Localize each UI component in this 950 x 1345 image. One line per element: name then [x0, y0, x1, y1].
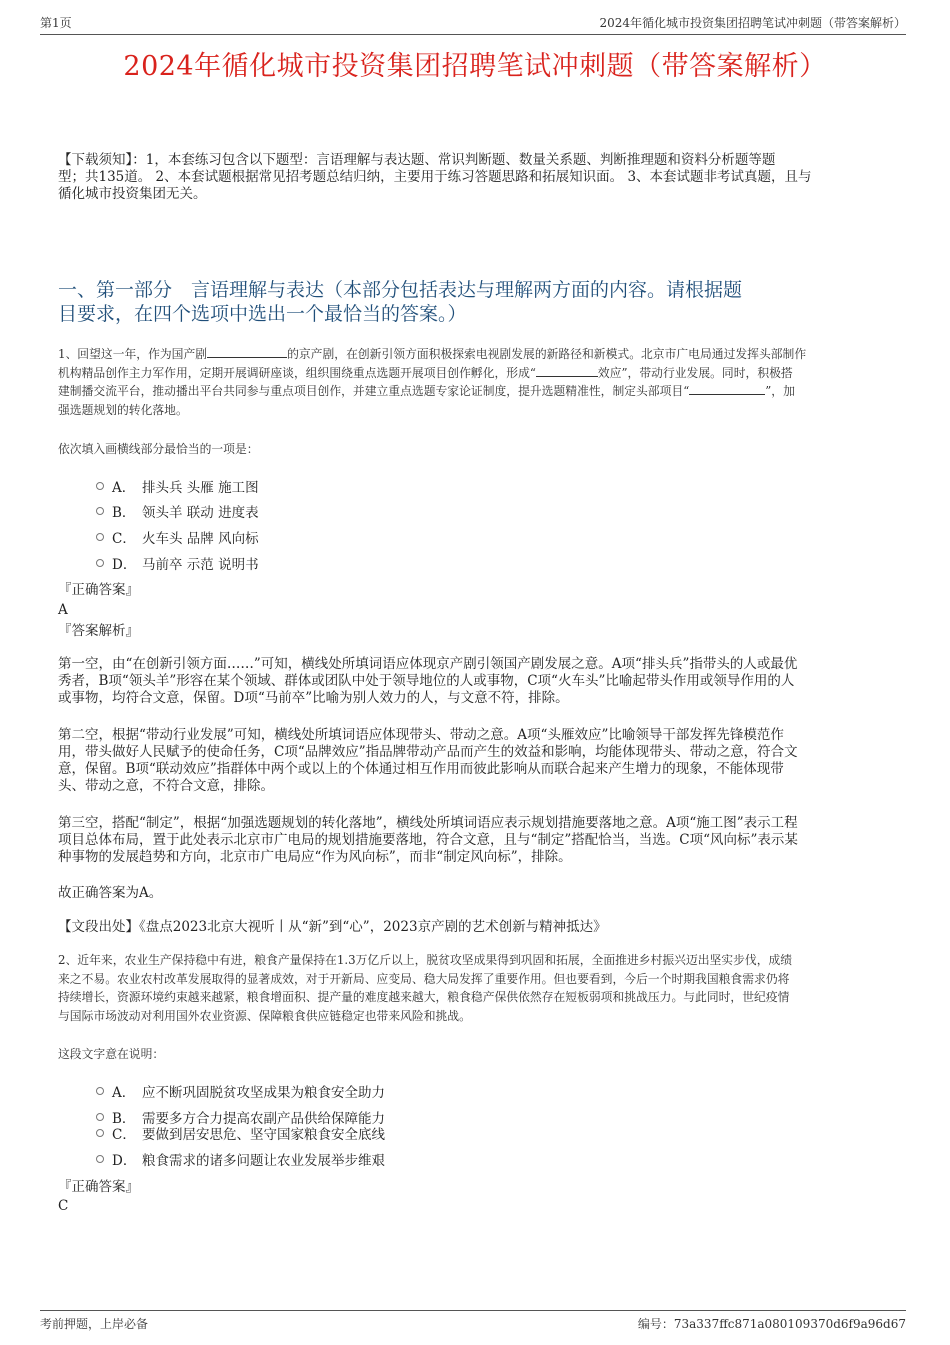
option-text: 需要多方合力提高农副产品供给保障能力 [142, 1111, 385, 1127]
q2-option-c[interactable] [96, 1124, 385, 1142]
q1-conclusion: 故正确答案为A。 [58, 885, 163, 901]
radio-icon[interactable] [96, 1155, 104, 1163]
q1-prompt: 依次填入画横线部分最恰当的一项是： [58, 442, 259, 456]
q1-answer: A [58, 602, 68, 618]
analysis-line: 种事物的发展趋势和方向，北京市广电局应“作为风向标”，而非“制定风向标”，排除。 [58, 849, 572, 865]
fill-blank-3 [689, 383, 765, 395]
q1-stem-part: 效应”，带动行业发展。同时，积极搭 [597, 365, 793, 380]
question-1-stem [58, 345, 918, 419]
q1-stem-part: 建制播交流平台，推动播出平台共同参与重点项目创作，并建立重点选题专家论证制度，提升选题精准性，制定头部项目“ [58, 384, 690, 398]
q1-option-a[interactable] [96, 477, 259, 495]
option-letter: B． [112, 1111, 136, 1127]
question-2-stem [58, 951, 918, 1025]
analysis-line: 用，带头做好人民赋予的使命任务，C项“品牌效应”指品牌带动产品而产生的效益和影响，均能体现带头、带动之意，符合文 [58, 744, 798, 760]
option-text: 应不断巩固脱贫攻坚成果为粮食安全助力 [142, 1085, 385, 1101]
option-letter: C． [112, 531, 136, 547]
notice-line-3: 循化城市投资集团无关。 [58, 186, 207, 202]
radio-icon[interactable] [96, 533, 104, 541]
analysis-line: 第三空，搭配“制定”，根据“加强选题规划的转化落地”，横线处所填词语应表示规划措施要落地之意。A项“施工图”表示工程 [58, 815, 798, 831]
page-number: 第1页 [40, 16, 72, 30]
section-heading [58, 278, 918, 326]
analysis-paragraph-1 [58, 656, 918, 707]
section-heading-line-2: 目要求，在四个选项中选出一个最恰当的答案。） [58, 303, 467, 325]
q2-stem-line: 与国际市场波动对利用国外农业资源、保障粮食供应链稳定也带来风险和挑战。 [58, 1008, 471, 1023]
header-divider [40, 34, 906, 35]
footer-divider [40, 1310, 906, 1311]
footer-serial: 编号：73a337ffc871a080109370d6f9a96d67 [637, 1317, 906, 1331]
radio-icon[interactable] [96, 507, 104, 515]
fill-blank-1 [207, 346, 287, 358]
fill-blank-2 [536, 365, 598, 377]
analysis-paragraph-2 [58, 727, 918, 795]
section-heading-line-1: 一、第一部分 言语理解与表达（本部分包括表达与理解两方面的内容。请根据题 [58, 279, 743, 301]
option-letter: A． [112, 1085, 136, 1101]
analysis-paragraph-3 [58, 815, 918, 866]
q1-source: 【文段出处】《盘点2023北京大视听丨从“新”到“心”，2023京产剧的艺术创新与精神抵达》 [58, 919, 607, 935]
option-letter: A． [112, 480, 136, 496]
analysis-line: 项目总体布局，置于此处表示北京市广电局的规划措施要落地，符合文意，且与“制定”搭配恰当，当选。C项“风向标”表示某 [58, 832, 798, 848]
analysis-line: 或事物，均符合文意，保留。D项“马前卒”比喻为别人效力的人，与文意不符，排除。 [58, 690, 569, 706]
q2-answer: C [58, 1198, 69, 1214]
q1-stem-part: 机构精品创作主力军作用，定期开展调研座谈，组织围绕重点选题开展项目创作孵化，形成“ [58, 365, 536, 380]
q1-stem-part: 强选题规划的转化落地。 [58, 402, 188, 417]
option-text: 排头兵 头雁 施工图 [142, 480, 259, 496]
option-text: 火车头 品牌 风向标 [142, 531, 259, 547]
radio-icon[interactable] [96, 1113, 104, 1121]
q2-prompt: 这段文字意在说明： [58, 1047, 165, 1061]
footer-slogan: 考前押题，上岸必备 [40, 1317, 149, 1331]
download-notice [58, 152, 918, 203]
option-letter: B． [112, 505, 136, 521]
option-text: 马前卒 示范 说明书 [142, 557, 259, 573]
q1-option-c[interactable] [96, 528, 259, 546]
notice-line-2: 型；共135道。 2、本套试题根据常见招考题总结归纳，主要用于练习答题思路和拓展知识面。 3、本套试题非考试真题，且与 [58, 169, 812, 185]
q1-answer-label: 『正确答案』 [58, 582, 139, 598]
q1-option-d[interactable] [96, 554, 259, 572]
q1-stem-part: 的京产剧，在创新引领方面积极探索电视剧发展的新路径和新模式。北京市广电局通过发挥头部制作 [287, 347, 807, 361]
option-letter: D． [112, 557, 137, 573]
q1-stem-part: ”，加 [765, 384, 795, 398]
q2-answer-label: 『正确答案』 [58, 1179, 139, 1195]
analysis-line: 秀者，B项“领头羊”形容在某个领域、群体或团队中处于领导地位的人或事物，C项“火车头”比喻起带头作用或领导作用的人 [58, 673, 795, 689]
option-text: 粮食需求的诸多问题让农业发展举步维艰 [142, 1153, 385, 1169]
q1-stem-part: 1、回望这一年，作为国产剧 [58, 347, 208, 361]
analysis-line: 第二空，根据“带动行业发展”可知，横线处所填词语应体现带头、带动之意。A项“头雁效应”比喻领导干部发挥先锋模范作 [58, 727, 784, 743]
q2-stem-line: 2、近年来，农业生产保持稳中有进，粮食产量保持在1.3万亿斤以上，脱贫攻坚成果得到巩固和拓展，全面推进乡村振兴迈出坚实步伐，成绩 [58, 953, 793, 967]
q2-option-d[interactable] [96, 1150, 385, 1168]
q1-analysis-label: 『答案解析』 [58, 623, 139, 639]
radio-icon[interactable] [96, 559, 104, 567]
radio-icon[interactable] [96, 1129, 104, 1137]
q1-option-b[interactable] [96, 502, 259, 520]
analysis-line: 头、带动之意，不符合文意，排除。 [58, 778, 274, 794]
page-title: 2024年循化城市投资集团招聘笔试冲刺题（带答案解析） [123, 51, 827, 82]
option-letter: C． [112, 1127, 136, 1143]
q2-option-a[interactable] [96, 1082, 385, 1100]
option-text: 要做到居安思危、坚守国家粮食安全底线 [142, 1127, 385, 1143]
radio-icon[interactable] [96, 482, 104, 490]
radio-icon[interactable] [96, 1087, 104, 1095]
analysis-line: 第一空，由“在创新引领方面……”可知，横线处所填词语应体现京产剧引领国产剧发展之意。A项“排头兵”指带头的人或最优 [58, 656, 798, 672]
option-letter: D． [112, 1153, 137, 1169]
option-text: 领头羊 联动 进度表 [142, 505, 259, 521]
analysis-line: 意，保留。B项“联动效应”指群体中两个或以上的个体通过相互作用而彼此影响从而联合起来产生增力的现象，不能体现带 [58, 761, 784, 777]
notice-line-1: 【下载须知】：1，本套练习包含以下题型：言语理解与表达题、常识判断题、数量关系题、判断推理题和资料分析题等题 [58, 152, 776, 168]
q2-stem-line: 来之不易。农业农村改革发展取得的显著成效，对于开新局、应变局、稳大局发挥了重要作用。但也要看到，今后一个时期我国粮食需求仍将 [58, 971, 790, 986]
header-doc-title: 2024年循化城市投资集团招聘笔试冲刺题（带答案解析） [599, 16, 906, 30]
q2-stem-line: 持续增长，资源环境约束越来越紧，粮食增面积、提产量的难度越来越大，粮食稳产保供依然存在短板弱项和挑战压力。与此同时，世纪疫情 [58, 990, 790, 1004]
